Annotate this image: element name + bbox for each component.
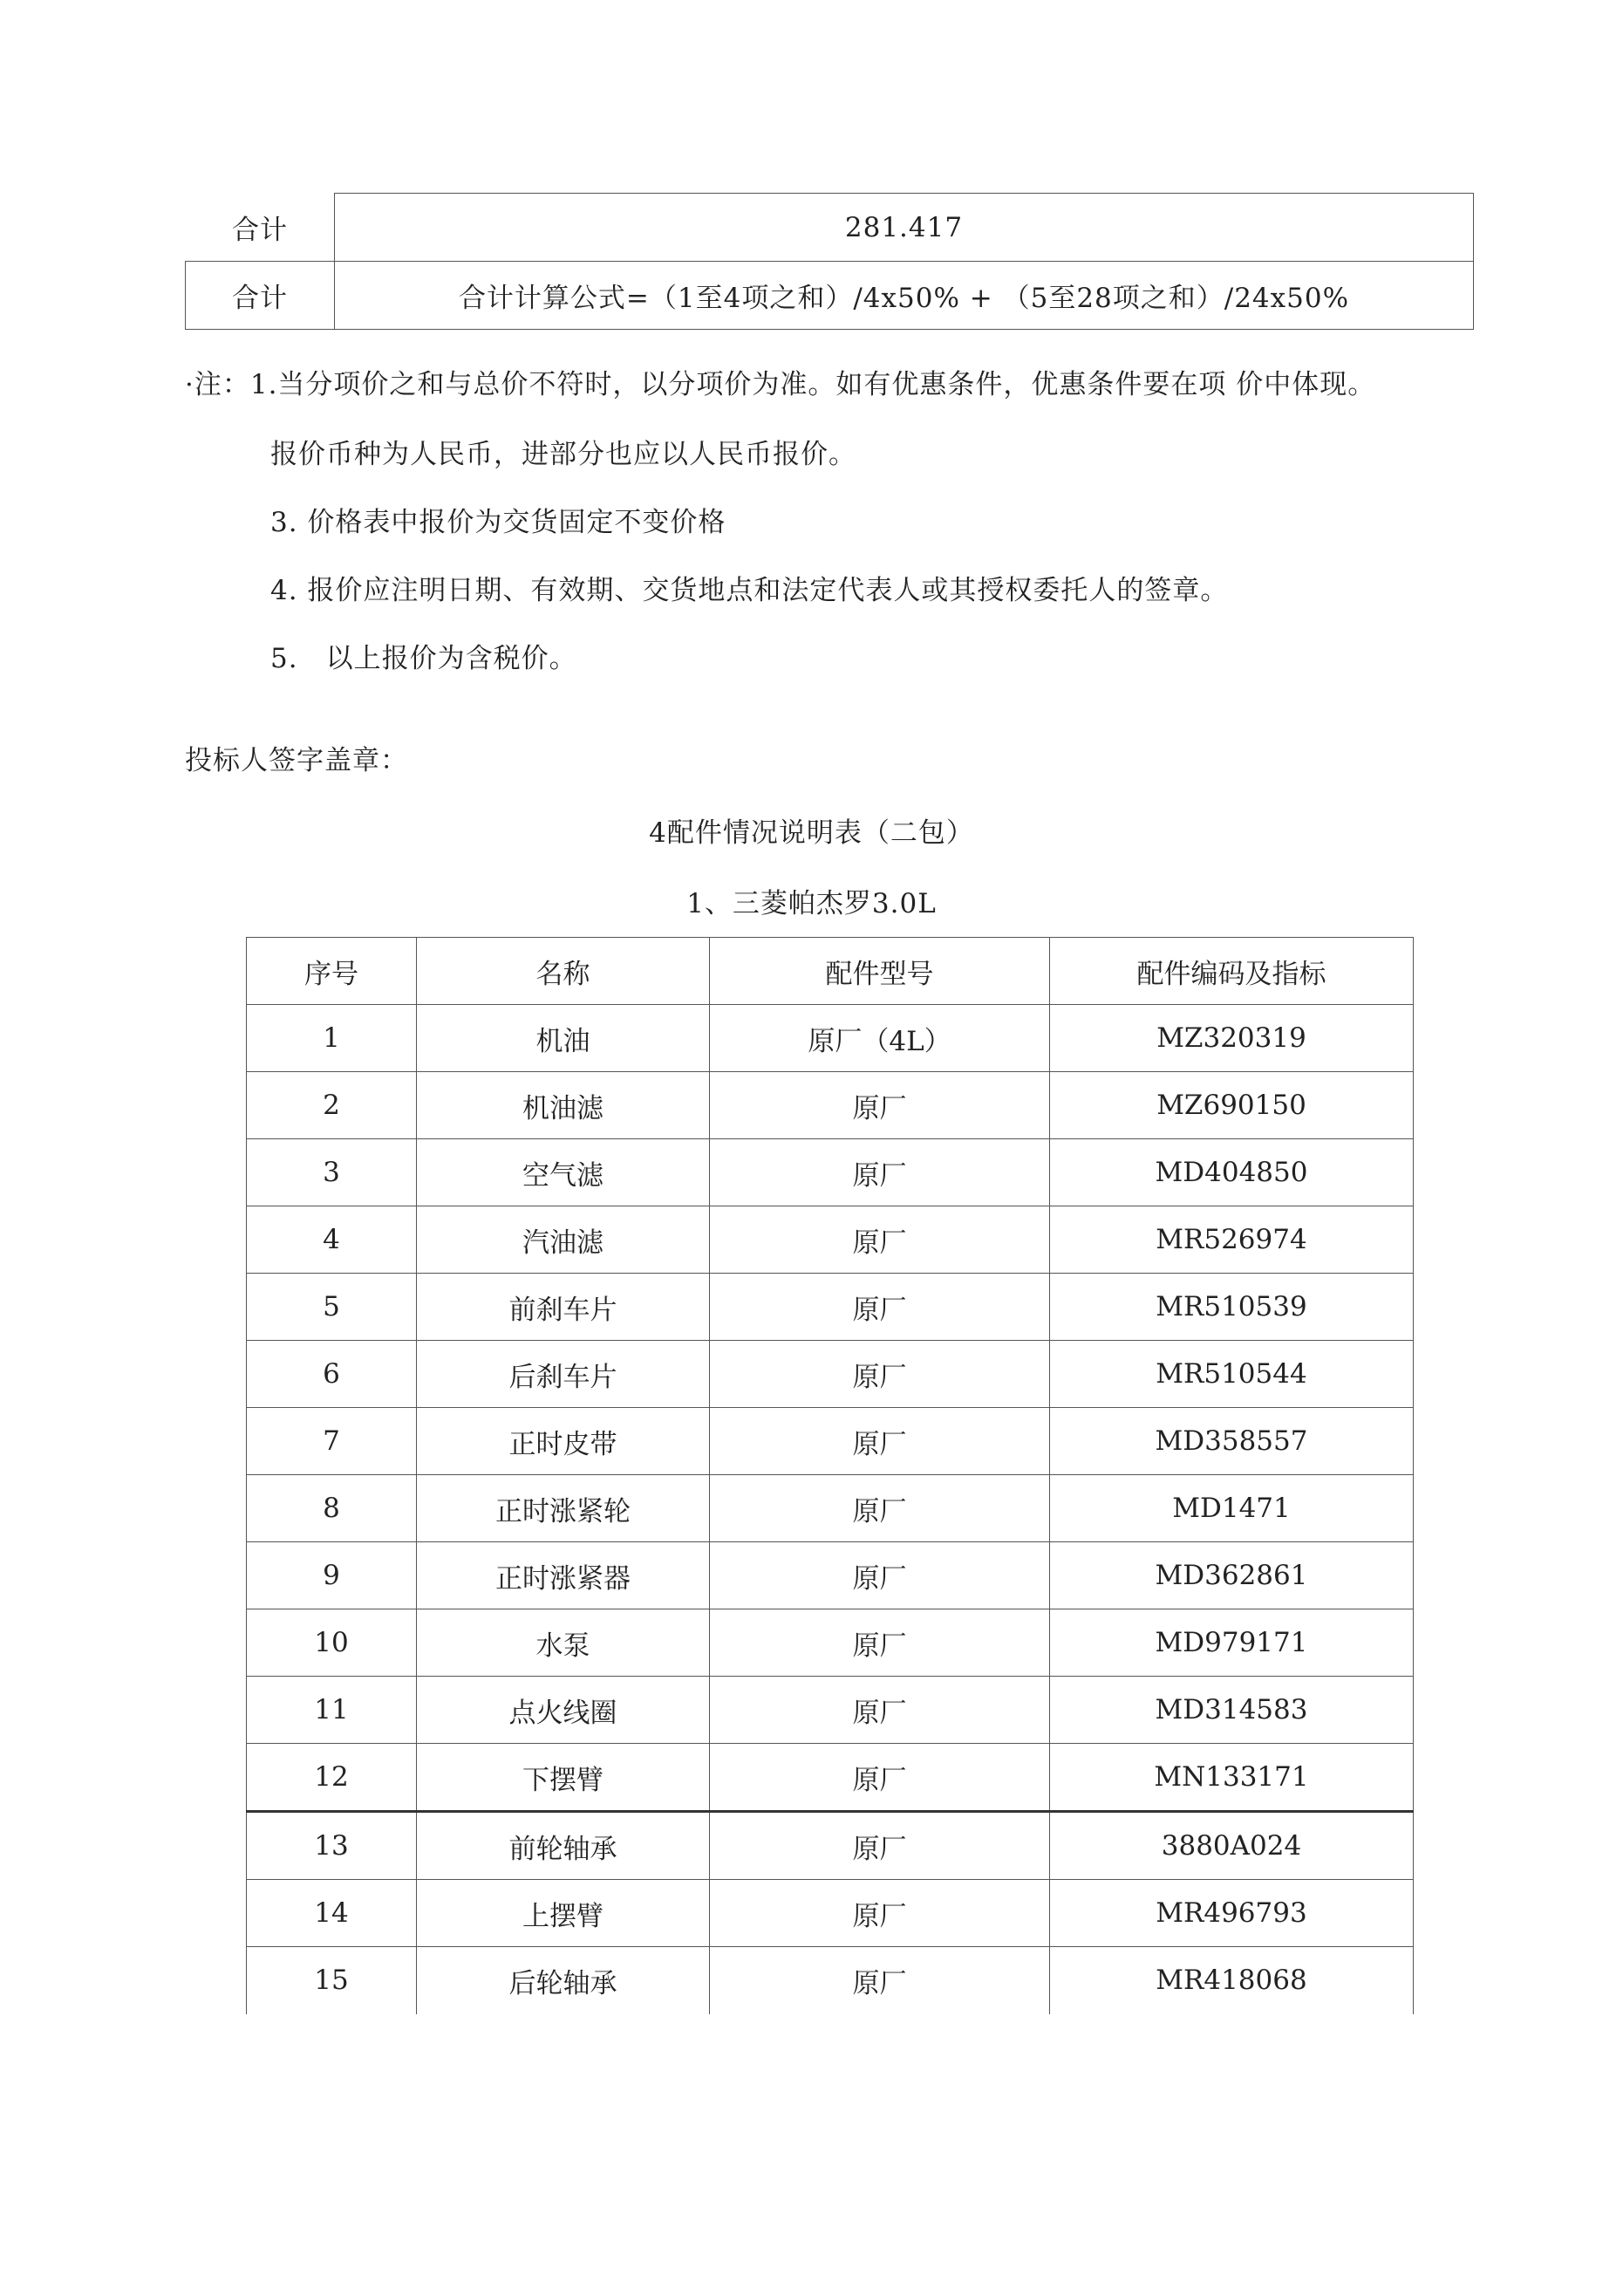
table-row xyxy=(247,1947,1414,2014)
table-cell: 原厂（4L） xyxy=(710,1005,1050,1072)
table-cell: 8 xyxy=(247,1475,417,1542)
table-cell: 后刹车片 xyxy=(417,1341,710,1408)
table-cell: MD358557 xyxy=(1050,1408,1414,1475)
table-cell: 9 xyxy=(247,1542,417,1609)
table-cell: MZ320319 xyxy=(1050,1005,1414,1072)
table-cell: 机油 xyxy=(417,1005,710,1072)
table-cell: MD314583 xyxy=(1050,1677,1414,1744)
table-cell: 正时皮带 xyxy=(417,1408,710,1475)
table-title: 4配件情况说明表（二包） xyxy=(649,817,974,849)
table-cell: 5 xyxy=(247,1274,417,1341)
table-cell: 原厂 xyxy=(710,1812,1050,1880)
table-cell: 前刹车片 xyxy=(417,1274,710,1341)
table-cell: 7 xyxy=(247,1408,417,1475)
table-row xyxy=(247,1542,1414,1609)
table-cell: 原厂 xyxy=(710,1072,1050,1139)
summary-row-formula xyxy=(186,262,1474,330)
table-cell: 6 xyxy=(247,1341,417,1408)
note-1: ·注：1.当分项价之和与总价不符时，以分项价为准。如有优惠条件，优惠条件要在项 价中体现。 xyxy=(185,369,1376,400)
table-cell: 3 xyxy=(247,1139,417,1206)
table-cell: 原厂 xyxy=(710,1274,1050,1341)
summary-label: 合计 xyxy=(186,194,335,262)
table-row xyxy=(247,1072,1414,1139)
table-cell: 正时涨紧轮 xyxy=(417,1475,710,1542)
table-cell: 2 xyxy=(247,1072,417,1139)
table-cell: 上摆臂 xyxy=(417,1880,710,1947)
table-row xyxy=(247,1609,1414,1677)
header-cell: 配件编码及指标 xyxy=(1050,938,1414,1005)
table-cell: MZ690150 xyxy=(1050,1072,1414,1139)
table-cell: MD979171 xyxy=(1050,1609,1414,1677)
note-3: 3. 价格表中报价为交货固定不变价格 xyxy=(270,507,726,538)
summary-row-total xyxy=(186,194,1474,262)
summary-label: 合计 xyxy=(186,262,335,330)
table-cell: 前轮轴承 xyxy=(417,1812,710,1880)
table-cell: 13 xyxy=(247,1812,417,1880)
table-cell: 14 xyxy=(247,1880,417,1947)
table-cell: MR496793 xyxy=(1050,1880,1414,1947)
summary-table xyxy=(185,193,1474,330)
table-row xyxy=(247,1341,1414,1408)
table-cell: 下摆臂 xyxy=(417,1744,710,1812)
table-row xyxy=(247,1677,1414,1744)
table-cell: 10 xyxy=(247,1609,417,1677)
table-cell: 点火线圈 xyxy=(417,1677,710,1744)
table-cell: 原厂 xyxy=(710,1744,1050,1812)
table-cell: 原厂 xyxy=(710,1609,1050,1677)
table-cell: MD362861 xyxy=(1050,1542,1414,1609)
table-cell: 机油滤 xyxy=(417,1072,710,1139)
table-cell: 后轮轴承 xyxy=(417,1947,710,2014)
table-row xyxy=(247,1005,1414,1072)
table-row xyxy=(247,1408,1414,1475)
table-row xyxy=(247,1812,1414,1880)
table-cell: MR526974 xyxy=(1050,1206,1414,1274)
header-cell: 配件型号 xyxy=(710,938,1050,1005)
table-row xyxy=(247,1475,1414,1542)
table-cell: MD404850 xyxy=(1050,1139,1414,1206)
summary-value: 281.417 xyxy=(335,194,1474,262)
table-cell: 汽油滤 xyxy=(417,1206,710,1274)
table-cell: 原厂 xyxy=(710,1341,1050,1408)
table-cell: 1 xyxy=(247,1005,417,1072)
signature-label: 投标人签字盖章： xyxy=(185,745,408,776)
table-cell: 水泵 xyxy=(417,1609,710,1677)
note-2: 报价币种为人民币，进部分也应以人民币报价。 xyxy=(270,439,856,470)
table-header-row xyxy=(247,938,1414,1005)
table-cell: 11 xyxy=(247,1677,417,1744)
table-cell: 原厂 xyxy=(710,1880,1050,1947)
summary-formula: 合计计算公式=（1至4项之和）/4x50% + （5至28项之和）/24x50% xyxy=(335,262,1474,330)
table-cell: 原厂 xyxy=(710,1475,1050,1542)
table-cell: MR418068 xyxy=(1050,1947,1414,2014)
header-cell: 序号 xyxy=(247,938,417,1005)
table-row xyxy=(247,1274,1414,1341)
note-4: 4. 报价应注明日期、有效期、交货地点和法定代表人或其授权委托人的签章。 xyxy=(270,575,1229,606)
header-cell: 名称 xyxy=(417,938,710,1005)
table-row xyxy=(247,1139,1414,1206)
table-cell: 12 xyxy=(247,1744,417,1812)
table-cell: MR510544 xyxy=(1050,1341,1414,1408)
table-cell: 原厂 xyxy=(710,1206,1050,1274)
table-row xyxy=(247,1744,1414,1812)
table-cell: 原厂 xyxy=(710,1139,1050,1206)
table-cell: MD1471 xyxy=(1050,1475,1414,1542)
table-cell: 原厂 xyxy=(710,1542,1050,1609)
table-cell: 原厂 xyxy=(710,1947,1050,2014)
table-row xyxy=(247,1206,1414,1274)
note-5: 5. 以上报价为含税价。 xyxy=(270,643,577,674)
table-cell: 15 xyxy=(247,1947,417,2014)
parts-table xyxy=(246,937,1414,2014)
table-cell: 4 xyxy=(247,1206,417,1274)
table-cell: 空气滤 xyxy=(417,1139,710,1206)
table-cell: 原厂 xyxy=(710,1677,1050,1744)
table-cell: MN133171 xyxy=(1050,1744,1414,1812)
table-cell: 3880A024 xyxy=(1050,1812,1414,1880)
table-cell: 正时涨紧器 xyxy=(417,1542,710,1609)
table-cell: 原厂 xyxy=(710,1408,1050,1475)
table-cell: MR510539 xyxy=(1050,1274,1414,1341)
table-row xyxy=(247,1880,1414,1947)
table-subtitle: 1、三菱帕杰罗3.0L xyxy=(686,888,937,919)
